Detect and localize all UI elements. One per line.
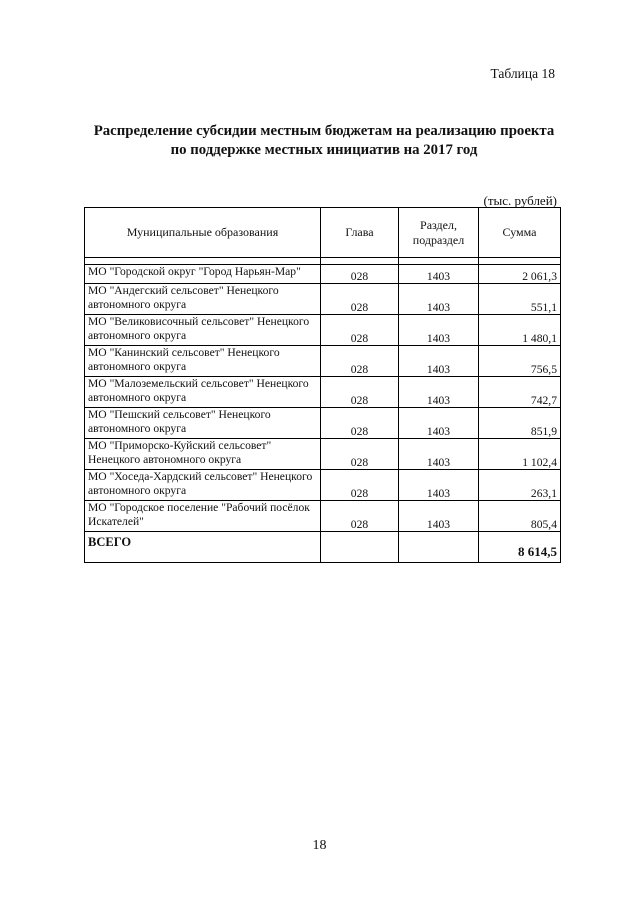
cell-chapter: 028: [321, 346, 399, 377]
cell-municipality: МО "Малоземельский сельсовет" Ненецкого автономного округа: [85, 377, 321, 408]
cell-sum: 851,9: [479, 408, 561, 439]
cell-municipality: МО "Хоседа-Хардский сельсовет" Ненецкого автономного округа: [85, 470, 321, 501]
units-label: (тыс. рублей): [483, 193, 557, 208]
cell-sum: 756,5: [479, 346, 561, 377]
column-header-municipality: Муниципальные образования: [85, 208, 321, 258]
table-body: [85, 258, 561, 563]
cell-municipality: МО "Городское поселение "Рабочий посёлок Искателей": [85, 501, 321, 532]
document-title-line-2: по поддержке местных инициатив на 2017 год: [170, 142, 478, 158]
table-row: [85, 501, 561, 532]
column-header-sum: Сумма: [479, 208, 561, 258]
page-number: 18: [312, 838, 327, 853]
table-row: [85, 265, 561, 284]
cell-municipality: МО "Пешский сельсовет" Ненецкого автономного округа: [85, 408, 321, 439]
cell-chapter: 028: [321, 265, 399, 284]
cell-section: 1403: [399, 501, 479, 532]
total-section-empty: [399, 532, 479, 563]
cell-sum: 263,1: [479, 470, 561, 501]
cell-sum: 742,7: [479, 377, 561, 408]
cell-municipality: МО "Канинский сельсовет" Ненецкого автономного округа: [85, 346, 321, 377]
subsidy-table: [84, 207, 561, 563]
table-row: [85, 315, 561, 346]
total-chapter-empty: [321, 532, 399, 563]
table-row: [85, 439, 561, 470]
cell-sum: 805,4: [479, 501, 561, 532]
table-row: [85, 408, 561, 439]
cell-sum: 1 480,1: [479, 315, 561, 346]
cell-chapter: 028: [321, 408, 399, 439]
column-header-chapter: Глава: [321, 208, 399, 258]
cell-sum: 2 061,3: [479, 265, 561, 284]
cell-section: 1403: [399, 284, 479, 315]
cell-chapter: 028: [321, 284, 399, 315]
cell-municipality: МО "Великовисочный сельсовет" Ненецкого автономного округа: [85, 315, 321, 346]
table-row: [85, 377, 561, 408]
column-header-section: Раздел, подраздел: [399, 208, 479, 258]
cell-chapter: 028: [321, 470, 399, 501]
cell-section: 1403: [399, 315, 479, 346]
table-row: [85, 346, 561, 377]
cell-chapter: 028: [321, 377, 399, 408]
cell-municipality: МО "Городской округ "Город Нарьян-Мар": [85, 265, 321, 284]
document-title: [60, 122, 588, 160]
table-spacer-row: [85, 258, 561, 265]
cell-sum: 1 102,4: [479, 439, 561, 470]
cell-chapter: 028: [321, 315, 399, 346]
cell-section: 1403: [399, 470, 479, 501]
document-title-line-1: Распределение субсидии местным бюджетам на реализацию проекта: [93, 123, 555, 139]
cell-sum: 551,1: [479, 284, 561, 315]
total-label: ВСЕГО: [85, 532, 321, 563]
cell-municipality: МО "Андегский сельсовет" Ненецкого автономного округа: [85, 284, 321, 315]
total-sum: 8 614,5: [479, 532, 561, 563]
cell-section: 1403: [399, 377, 479, 408]
table-number: Таблица 18: [490, 66, 555, 81]
cell-municipality: МО "Приморско-Куйский сельсовет" Ненецкого автономного округа: [85, 439, 321, 470]
cell-section: 1403: [399, 265, 479, 284]
table-row: [85, 284, 561, 315]
table-header-row: [85, 208, 561, 258]
cell-section: 1403: [399, 408, 479, 439]
cell-section: 1403: [399, 346, 479, 377]
table-total-row: [85, 532, 561, 563]
cell-section: 1403: [399, 439, 479, 470]
table-row: [85, 470, 561, 501]
cell-chapter: 028: [321, 501, 399, 532]
cell-chapter: 028: [321, 439, 399, 470]
